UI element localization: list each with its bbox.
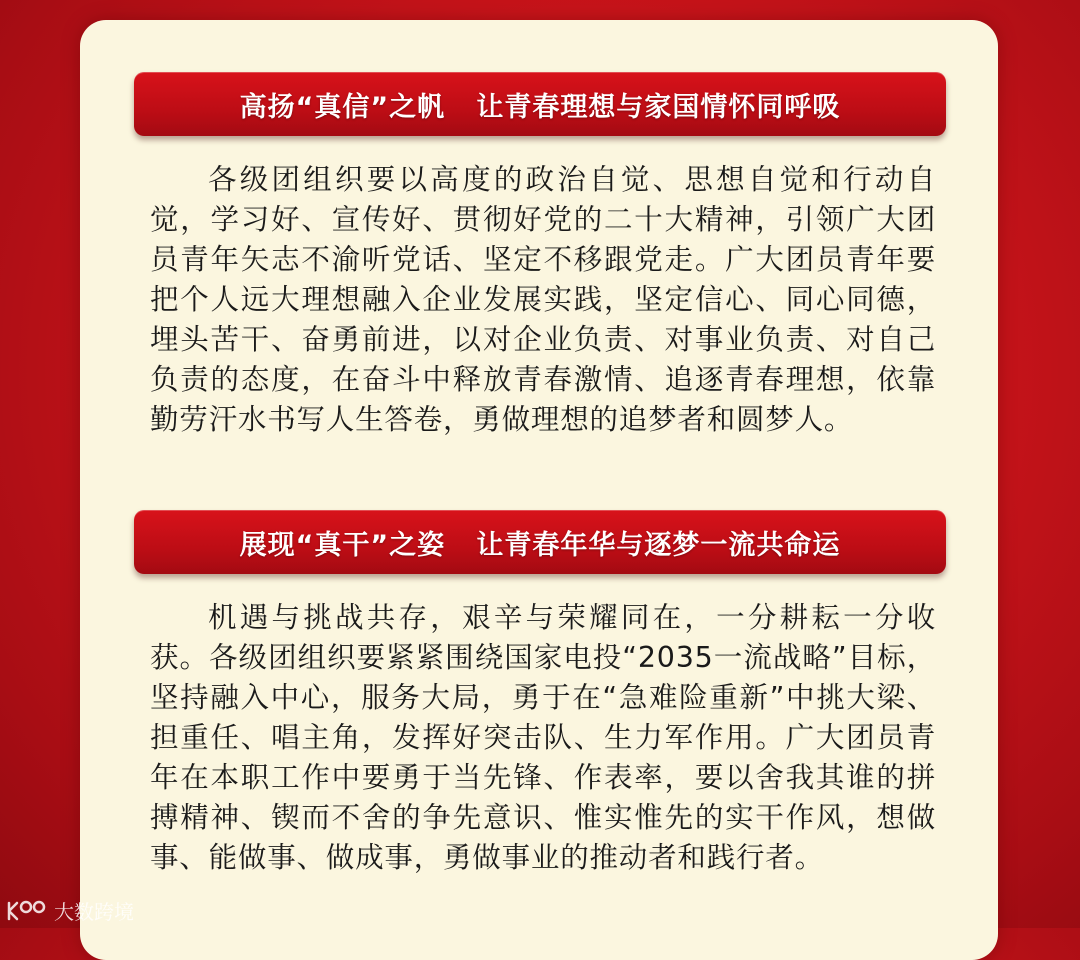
section-heading: 高扬“真信”之帆 让青春理想与家国情怀同呼吸: [239, 91, 841, 123]
kuajing-logo-icon: [6, 899, 48, 923]
watermark: [6, 896, 134, 925]
section-heading-banner: [134, 72, 946, 136]
section-heading: 展现“真干”之姿 让青春年华与逐梦一流共命运: [239, 529, 841, 561]
section-heading-banner: [134, 510, 946, 574]
section-body: 机遇与挑战共存，艰辛与荣耀同在，一分耕耘一分收获。各级团组织要紧紧围绕国家电投“2035一流战略”目标，坚持融入中心，服务大局，勇于在“急难险重新”中挑大梁、担重任、唱主角，发挥好突击队、生力军作用。广大团员青年在本职工作中要勇于当先锋、作表率，要以舍我其谁的拼搏精神、锲而不舍的争先意识、惟实惟先的实干作风，想做事、能做事、做成事，勇做事业的推动者和践行者。: [150, 601, 936, 874]
section-body: 各级团组织要以高度的政治自觉、思想自觉和行动自觉，学习好、宣传好、贯彻好党的二十大精神，引领广大团员青年矢志不渝听党话、坚定不移跟党走。广大团员青年要把个人远大理想融入企业发展实践，坚定信心、同心同德，埋头苦干、奋勇前进，以对企业负责、对事业负责、对自己负责的态度，在奋斗中释放青春激情、追逐青春理想，依靠勤劳汗水书写人生答卷，勇做理想的追梦者和圆梦人。: [150, 163, 936, 436]
watermark-text: 大数跨境: [54, 900, 134, 924]
